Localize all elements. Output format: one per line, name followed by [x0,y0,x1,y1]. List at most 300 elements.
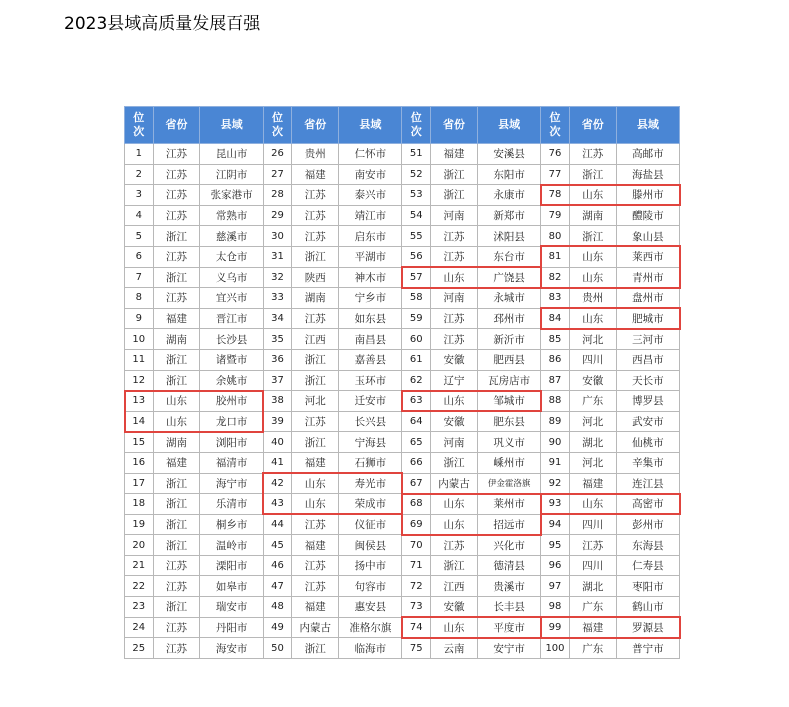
province-cell: 江苏 [292,205,339,226]
province-cell: 山东 [431,267,478,288]
table-row [125,164,680,185]
province-cell: 浙江 [431,555,478,576]
rank-cell: 81 [541,246,570,267]
county-cell: 义乌市 [200,267,263,288]
province-cell: 广东 [569,638,616,659]
county-cell: 滕州市 [616,185,679,206]
county-cell: 海安市 [200,638,263,659]
table-row [125,246,680,267]
rank-cell: 61 [402,349,431,370]
county-cell: 丹阳市 [200,617,263,638]
rank-cell: 14 [125,411,154,432]
county-cell: 新郑市 [477,205,540,226]
rank-cell: 22 [125,576,154,597]
province-cell: 贵州 [569,288,616,309]
table-row [125,144,680,165]
county-cell: 张家港市 [200,185,263,206]
province-cell: 安徽 [431,597,478,618]
county-cell: 浏阳市 [200,432,263,453]
county-cell: 武安市 [616,411,679,432]
county-cell: 贵溪市 [477,576,540,597]
county-cell: 长丰县 [477,597,540,618]
province-cell: 江苏 [292,411,339,432]
county-cell: 安溪县 [477,144,540,165]
rank-cell: 87 [541,370,570,391]
county-cell: 仁怀市 [339,144,402,165]
province-cell: 湖南 [292,288,339,309]
county-cell: 西昌市 [616,349,679,370]
rank-cell: 38 [263,391,292,412]
county-cell: 如东县 [339,308,402,329]
county-cell: 乐清市 [200,494,263,515]
county-cell: 胶州市 [200,391,263,412]
province-cell: 浙江 [153,597,200,618]
province-cell: 内蒙古 [431,473,478,494]
rank-cell: 74 [402,617,431,638]
header-rank [541,107,570,144]
rank-cell: 55 [402,226,431,247]
county-cell: 温岭市 [200,535,263,556]
province-cell: 山东 [431,514,478,535]
province-cell: 浙江 [292,370,339,391]
province-cell: 福建 [569,473,616,494]
table-row [125,473,680,494]
province-cell: 浙江 [569,226,616,247]
county-cell: 江阴市 [200,164,263,185]
table-row [125,494,680,515]
county-cell: 余姚市 [200,370,263,391]
rank-cell: 47 [263,576,292,597]
county-cell: 寿光市 [339,473,402,494]
county-cell: 招远市 [477,514,540,535]
county-cell: 邹城市 [477,391,540,412]
province-cell: 浙江 [431,452,478,473]
province-cell: 浙江 [153,535,200,556]
page-title: 2023县域高质量发展百强 [64,14,261,34]
province-cell: 浙江 [292,246,339,267]
county-cell: 晋江市 [200,308,263,329]
header-rank [263,107,292,144]
header-rank-label: 位次 [272,111,284,138]
header-county: 县域 [339,107,402,144]
province-cell: 江苏 [292,576,339,597]
province-cell: 福建 [153,308,200,329]
county-cell: 枣阳市 [616,576,679,597]
rank-cell: 75 [402,638,431,659]
county-cell: 青州市 [616,267,679,288]
rank-cell: 84 [541,308,570,329]
rank-cell: 10 [125,329,154,350]
table-row [125,329,680,350]
province-cell: 江苏 [153,246,200,267]
header-rank [125,107,154,144]
rank-cell: 93 [541,494,570,515]
rank-cell: 19 [125,514,154,535]
province-cell: 浙江 [569,164,616,185]
province-cell: 湖南 [153,432,200,453]
county-cell: 闽侯县 [339,535,402,556]
rank-cell: 8 [125,288,154,309]
province-cell: 湖南 [153,329,200,350]
county-cell: 慈溪市 [200,226,263,247]
rank-cell: 91 [541,452,570,473]
table-row [125,226,680,247]
province-cell: 山东 [569,267,616,288]
province-cell: 浙江 [431,185,478,206]
county-cell: 海盐县 [616,164,679,185]
province-cell: 安徽 [431,349,478,370]
province-cell: 四川 [569,514,616,535]
county-cell: 昆山市 [200,144,263,165]
rank-cell: 62 [402,370,431,391]
county-cell: 太仓市 [200,246,263,267]
table-row [125,267,680,288]
county-cell: 东台市 [477,246,540,267]
county-cell: 嵊州市 [477,452,540,473]
rank-cell: 31 [263,246,292,267]
province-cell: 云南 [431,638,478,659]
province-cell: 浙江 [292,432,339,453]
county-cell: 扬中市 [339,555,402,576]
header-province: 省份 [292,107,339,144]
province-cell: 贵州 [292,144,339,165]
province-cell: 浙江 [153,226,200,247]
county-cell: 东海县 [616,535,679,556]
county-cell: 醴陵市 [616,205,679,226]
rank-cell: 60 [402,329,431,350]
county-cell: 兴化市 [477,535,540,556]
rank-cell: 85 [541,329,570,350]
province-cell: 内蒙古 [292,617,339,638]
rank-cell: 80 [541,226,570,247]
table-row [125,638,680,659]
county-cell: 桐乡市 [200,514,263,535]
province-cell: 河南 [431,288,478,309]
province-cell: 河北 [569,452,616,473]
province-cell: 浙江 [153,494,200,515]
rank-cell: 24 [125,617,154,638]
county-cell: 仙桃市 [616,432,679,453]
rank-cell: 56 [402,246,431,267]
rank-cell: 89 [541,411,570,432]
table-row [125,205,680,226]
province-cell: 山东 [569,308,616,329]
rank-cell: 97 [541,576,570,597]
rank-cell: 72 [402,576,431,597]
county-cell: 辛集市 [616,452,679,473]
province-cell: 江苏 [292,226,339,247]
rank-cell: 39 [263,411,292,432]
county-cell: 莱西市 [616,246,679,267]
province-cell: 湖北 [569,432,616,453]
rank-cell: 4 [125,205,154,226]
header-county: 县域 [200,107,263,144]
rank-cell: 20 [125,535,154,556]
province-cell: 江苏 [153,288,200,309]
rank-cell: 37 [263,370,292,391]
county-cell: 高密市 [616,494,679,515]
rank-cell: 51 [402,144,431,165]
rank-cell: 46 [263,555,292,576]
county-cell: 天长市 [616,370,679,391]
county-cell: 长兴县 [339,411,402,432]
county-cell: 泰兴市 [339,185,402,206]
province-cell: 浙江 [153,370,200,391]
rank-cell: 26 [263,144,292,165]
county-cell: 惠安县 [339,597,402,618]
province-cell: 福建 [569,617,616,638]
county-cell: 新沂市 [477,329,540,350]
rank-cell: 78 [541,185,570,206]
province-cell: 河北 [292,391,339,412]
rank-cell: 58 [402,288,431,309]
table-row [125,349,680,370]
rank-cell: 45 [263,535,292,556]
province-cell: 福建 [292,535,339,556]
county-cell: 彭州市 [616,514,679,535]
province-cell: 山东 [431,391,478,412]
county-cell: 博罗县 [616,391,679,412]
rank-cell: 2 [125,164,154,185]
county-cell: 福清市 [200,452,263,473]
county-cell: 海宁市 [200,473,263,494]
rank-cell: 29 [263,205,292,226]
rank-cell: 92 [541,473,570,494]
table-row [125,576,680,597]
province-cell: 浙江 [292,349,339,370]
county-cell: 迁安市 [339,391,402,412]
province-cell: 山东 [292,494,339,515]
county-cell: 诸暨市 [200,349,263,370]
table-row [125,185,680,206]
county-cell: 宜兴市 [200,288,263,309]
county-cell: 荣成市 [339,494,402,515]
province-cell: 江西 [292,329,339,350]
county-cell: 宁海县 [339,432,402,453]
rank-cell: 49 [263,617,292,638]
rank-cell: 48 [263,597,292,618]
county-cell: 溧阳市 [200,555,263,576]
rank-cell: 77 [541,164,570,185]
header-rank-label: 位次 [549,111,561,138]
rank-cell: 79 [541,205,570,226]
county-cell: 平湖市 [339,246,402,267]
province-cell: 江苏 [569,144,616,165]
province-cell: 辽宁 [431,370,478,391]
county-cell: 安宁市 [477,638,540,659]
county-cell: 宁乡市 [339,288,402,309]
rank-cell: 17 [125,473,154,494]
province-cell: 江苏 [431,246,478,267]
header-county: 县域 [477,107,540,144]
rank-cell: 11 [125,349,154,370]
rank-cell: 59 [402,308,431,329]
rank-cell: 44 [263,514,292,535]
rank-cell: 95 [541,535,570,556]
rank-cell: 43 [263,494,292,515]
province-cell: 四川 [569,349,616,370]
province-cell: 江苏 [153,638,200,659]
province-cell: 江苏 [153,617,200,638]
province-cell: 广东 [569,597,616,618]
rank-cell: 18 [125,494,154,515]
county-cell: 广饶县 [477,267,540,288]
county-cell: 三河市 [616,329,679,350]
county-cell: 永城市 [477,288,540,309]
province-cell: 福建 [292,597,339,618]
rank-cell: 13 [125,391,154,412]
county-cell: 沭阳县 [477,226,540,247]
county-cell: 永康市 [477,185,540,206]
rank-cell: 66 [402,452,431,473]
county-cell: 肥西县 [477,349,540,370]
rank-cell: 9 [125,308,154,329]
rank-cell: 6 [125,246,154,267]
province-cell: 河南 [431,432,478,453]
table-row [125,597,680,618]
county-cell: 巩义市 [477,432,540,453]
county-cell: 临海市 [339,638,402,659]
rank-cell: 5 [125,226,154,247]
rank-cell: 23 [125,597,154,618]
province-cell: 河北 [569,329,616,350]
province-cell: 河南 [431,205,478,226]
county-cell: 南昌县 [339,329,402,350]
table-row [125,514,680,535]
province-cell: 江苏 [431,535,478,556]
province-cell: 福建 [292,452,339,473]
table-row [125,370,680,391]
county-cell: 如皋市 [200,576,263,597]
rank-cell: 65 [402,432,431,453]
province-cell: 福建 [292,164,339,185]
rank-cell: 42 [263,473,292,494]
county-cell: 嘉善县 [339,349,402,370]
rank-cell: 83 [541,288,570,309]
rank-cell: 70 [402,535,431,556]
county-cell: 句容市 [339,576,402,597]
province-cell: 浙江 [153,514,200,535]
county-cell: 肥城市 [616,308,679,329]
county-cell: 瑞安市 [200,597,263,618]
county-cell: 瓦房店市 [477,370,540,391]
province-cell: 浙江 [292,638,339,659]
province-cell: 江西 [431,576,478,597]
province-cell: 江苏 [153,144,200,165]
province-cell: 浙江 [431,164,478,185]
province-cell: 山东 [292,473,339,494]
table-row [125,432,680,453]
header-rank [402,107,431,144]
rank-cell: 30 [263,226,292,247]
county-cell: 莱州市 [477,494,540,515]
county-cell: 常熟市 [200,205,263,226]
rank-cell: 100 [541,638,570,659]
header-rank-label: 位次 [133,111,145,138]
rank-cell: 57 [402,267,431,288]
province-cell: 福建 [153,452,200,473]
table-body [125,144,680,659]
rank-cell: 96 [541,555,570,576]
province-cell: 江苏 [153,555,200,576]
county-cell: 伊金霍洛旗 [477,473,540,494]
rank-cell: 67 [402,473,431,494]
province-cell: 广东 [569,391,616,412]
county-cell: 玉环市 [339,370,402,391]
rank-cell: 94 [541,514,570,535]
rank-cell: 27 [263,164,292,185]
rank-cell: 52 [402,164,431,185]
province-cell: 山东 [569,185,616,206]
rank-cell: 53 [402,185,431,206]
province-cell: 福建 [431,144,478,165]
header-rank-label: 位次 [410,111,422,138]
province-cell: 湖北 [569,576,616,597]
rank-cell: 25 [125,638,154,659]
province-cell: 江苏 [292,185,339,206]
rank-cell: 40 [263,432,292,453]
rank-cell: 63 [402,391,431,412]
rank-cell: 34 [263,308,292,329]
rank-cell: 35 [263,329,292,350]
province-cell: 安徽 [569,370,616,391]
rank-cell: 33 [263,288,292,309]
county-cell: 平度市 [477,617,540,638]
county-cell: 仁寿县 [616,555,679,576]
rank-cell: 1 [125,144,154,165]
county-cell: 神木市 [339,267,402,288]
province-cell: 江苏 [431,226,478,247]
province-cell: 山东 [431,494,478,515]
county-cell: 连江县 [616,473,679,494]
province-cell: 江苏 [153,205,200,226]
province-cell: 山东 [569,494,616,515]
province-cell: 山东 [153,411,200,432]
county-cell: 靖江市 [339,205,402,226]
table-row [125,288,680,309]
county-cell: 盘州市 [616,288,679,309]
province-cell: 江苏 [153,576,200,597]
county-cell: 龙口市 [200,411,263,432]
rank-cell: 54 [402,205,431,226]
province-cell: 山东 [431,617,478,638]
table-row [125,308,680,329]
province-cell: 安徽 [431,411,478,432]
rank-cell: 71 [402,555,431,576]
province-cell: 四川 [569,555,616,576]
table-row [125,452,680,473]
rank-cell: 86 [541,349,570,370]
rank-cell: 76 [541,144,570,165]
province-cell: 山东 [153,391,200,412]
province-cell: 江苏 [153,164,200,185]
county-cell: 石狮市 [339,452,402,473]
header-province: 省份 [569,107,616,144]
rank-cell: 16 [125,452,154,473]
ranking-table [124,106,680,659]
county-cell: 东阳市 [477,164,540,185]
county-cell: 准格尔旗 [339,617,402,638]
rank-cell: 28 [263,185,292,206]
table-row [125,617,680,638]
province-cell: 江苏 [153,185,200,206]
rank-cell: 21 [125,555,154,576]
province-cell: 山东 [569,246,616,267]
rank-cell: 41 [263,452,292,473]
table-row [125,411,680,432]
province-cell: 河北 [569,411,616,432]
rank-cell: 69 [402,514,431,535]
